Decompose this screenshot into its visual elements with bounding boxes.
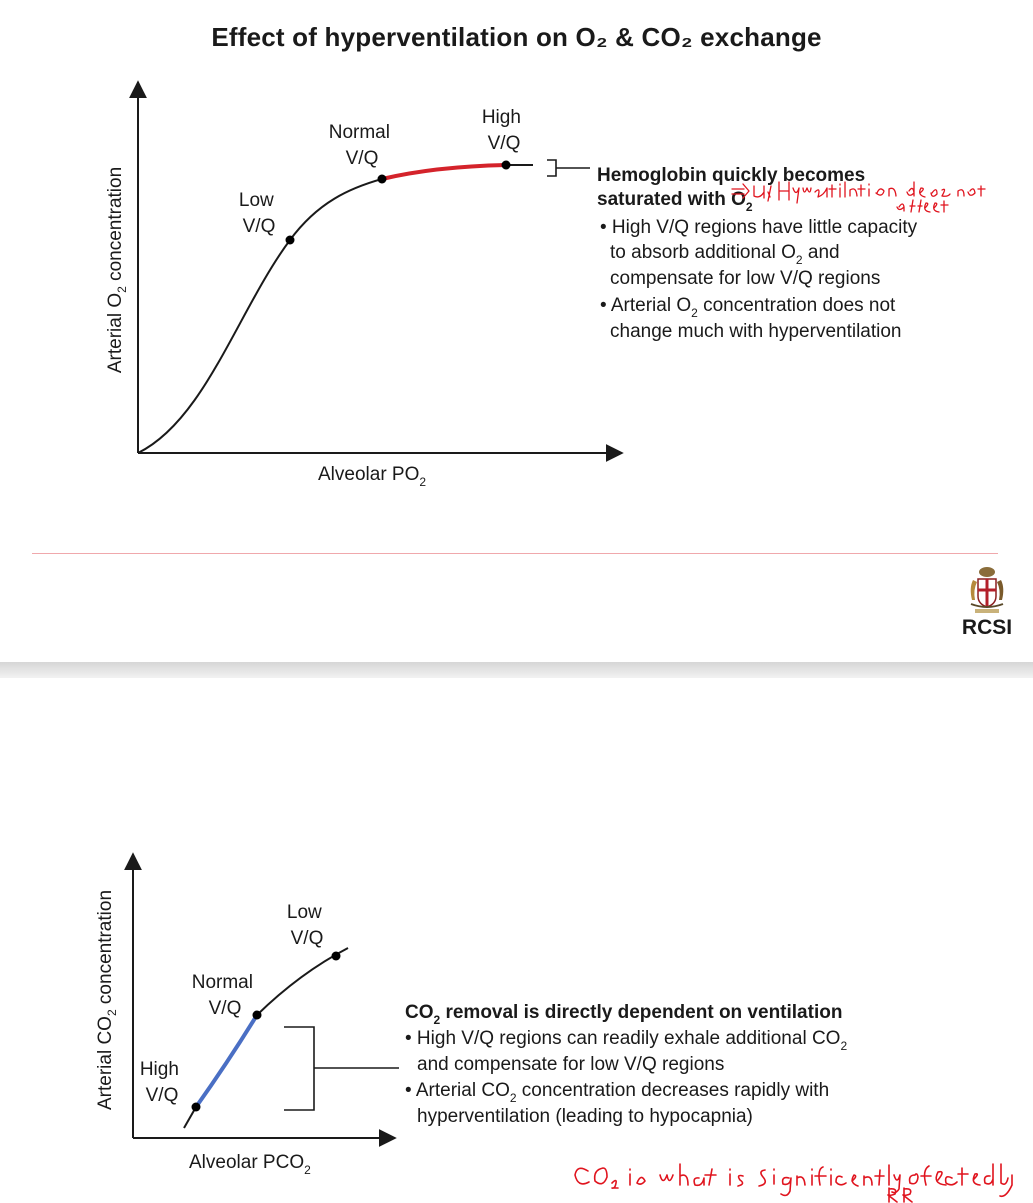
callout-heading-line1: Hemoglobin quickly becomes [597, 165, 866, 186]
low-vq-label: Low V/Q [286, 902, 324, 949]
callout-heading-line2: saturated with $O_2$ [597, 189, 753, 214]
slide-divider [32, 553, 998, 554]
co2-line-highlight [196, 1015, 257, 1107]
bullet-2-line1: • Arterial $CO_2$ concentration decreases rapidly with [405, 1080, 830, 1105]
bullet-1-line1: • High V/Q regions have little capacity [600, 217, 918, 238]
normal-vq-point [253, 1011, 262, 1020]
bullet-1-line2: and compensate for low V/Q regions [417, 1054, 725, 1075]
low-vq-label: Low V/Q [238, 190, 276, 237]
bullet-1-line3: compensate for low V/Q regions [610, 268, 881, 289]
logo-text: RCSI [961, 616, 1013, 639]
y-axis-label: Arterial $O_2$ concentration [105, 166, 129, 374]
callout-heading: $CO_2$ removal is directly dependent on ventilation [405, 1002, 843, 1027]
crest-icon [963, 566, 1011, 616]
x-axis-label: Alveolar $PO_2$ [318, 464, 427, 489]
bullet-2-line1: • Arterial $O_2$ concentration does not [600, 295, 896, 320]
high-vq-label: High V/Q [481, 107, 521, 154]
high-vq-point [192, 1103, 201, 1112]
rcsi-logo [955, 566, 1019, 640]
handwritten-annotation-2 [575, 1164, 1012, 1202]
bullet-1-line1: • High V/Q regions can readily exhale additional $CO_2$ [405, 1028, 848, 1053]
bullet-2-line2: hyperventilation (leading to hypocapnia) [417, 1106, 753, 1127]
handwritten-annotation-1 [732, 182, 985, 212]
high-vq-label: High V/Q [139, 1059, 179, 1106]
co2-diagram [0, 678, 1033, 1203]
high-vq-point [502, 161, 511, 170]
slide-co2-exchange [0, 678, 1033, 1203]
slide-separator [0, 662, 1033, 678]
slide-title: Effect of hyperventilation on O₂ & CO₂ exchange [211, 22, 822, 52]
normal-vq-label: Normal V/Q [191, 972, 253, 1019]
callout-bracket [547, 160, 590, 176]
callout-bracket [284, 1027, 399, 1110]
low-vq-point [332, 952, 341, 961]
low-vq-point [286, 236, 295, 245]
x-axis-label: Alveolar $PCO_2$ [189, 1152, 311, 1177]
y-axis-label: Arterial $CO_2$ concentration [95, 889, 119, 1111]
saturation-curve-highlight [382, 165, 506, 179]
normal-vq-point [378, 175, 387, 184]
bullet-2-line2: change much with hyperventilation [610, 321, 902, 342]
bullet-1-line2: to absorb additional $O_2$ and [610, 242, 840, 267]
normal-vq-label: Normal V/Q [328, 122, 390, 169]
